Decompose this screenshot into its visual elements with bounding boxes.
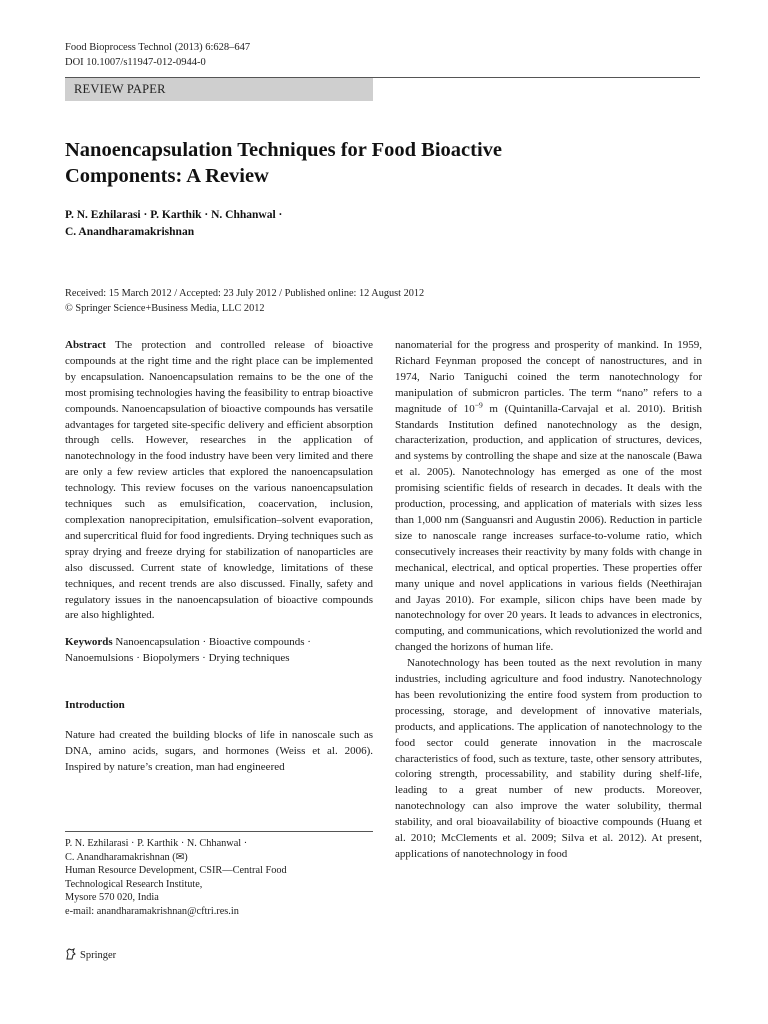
footnote-line: Technological Research Institute, bbox=[65, 878, 203, 890]
introduction-heading: Introduction bbox=[65, 699, 125, 712]
body-text: nanomaterial for the progress and prosperity of mankind. In 1959, Richard Feynman proposed the concept of nanostructures, and in 1974, Nario Taniguchi coined the term nanotechnology for manipulation of submicron particles. The term “nano” refers to a magnitude of 10 bbox=[395, 339, 702, 415]
citation-link[interactable]: 2010 bbox=[445, 593, 468, 606]
body-text: ). Nanotechnology has emerged as one of the most promising scientific fields of research in decades. It deals with the production, processing, and application of materials with sizes less than 1,000 nm (Sanguansri and Augustin bbox=[395, 466, 702, 526]
authors-line-1: P. N. Ezhilarasi · P. Karthik · N. Chhanwal · bbox=[65, 209, 283, 221]
title-line-2: Components: A Review bbox=[65, 165, 269, 187]
doi: DOI 10.1007/s11947-012-0944-0 bbox=[65, 57, 206, 68]
title-line-1: Nanoencapsulation Techniques for Food Bioactive bbox=[65, 139, 503, 161]
introduction-paragraph bbox=[65, 728, 373, 776]
springer-horse-icon bbox=[65, 948, 77, 965]
body-text: ; Silva et al. bbox=[553, 832, 619, 845]
citation-link[interactable]: 2006 bbox=[344, 744, 367, 757]
keywords-text: Nanoencapsulation · Bioactive compounds · Nanoemulsions · Biopolymers · Drying techniques bbox=[65, 636, 311, 665]
abstract-text: The protection and controlled release of bioactive compounds at the right time and the right place can be implemented by encapsulation. Nanoencapsulation remains to be the one of the most promising technologies having the feasibility to entrap bioactive compounds. Nanoencapsulation of bioactive compounds has versatile advantages for targeted site-specific delivery and efficient absorption through cells. However, researches in the application of nanotechnology in the food industry have been very limited and there are only a few review articles that explored the nanoencapsulation technology. This review focuses on the various nanoencapsulation techniques such as emulsification, coacervation, inclusion, complexation nanoprecipitation, emulsification–solvent evaporation, and supercritical fluid for food ingredients. Drying techniques such as spray drying and freeze drying for stabilization of nanoparticles are also discussed. Current state of knowledge, limitations of these techniques, and recent trends are also discussed. Finally, safety and regulatory issues in the nanoencapsulation of bioactive compounds are also highlighted. bbox=[65, 339, 373, 622]
citation-link[interactable]: 2006 bbox=[578, 513, 601, 526]
footnote-line: Mysore 570 020, India bbox=[65, 892, 159, 903]
body-text: Nanotechnology has been touted as the next revolution in many industries, including agriculture and food industry. Nanotechnology has been revolutionizing the entire food system from production to processing, storage, and development of innovative materials, products, and applications. The application of nanotechnology to the food sector could generate innovation in the macroscale characteristics of food, such as texture, taste, other sensory attributes, coloring strength, processability, and stability during shelf-life, leading to a great number of new products. Moreover, nanotechnology can also improve the water solubility, thermal stability, and oral bioavailability of bioactive compounds (Huang et al. bbox=[395, 657, 702, 845]
right-column bbox=[395, 338, 702, 863]
footnote-line: C. Anandharamakrishnan (✉) bbox=[65, 851, 188, 863]
section-label: REVIEW PAPER bbox=[65, 78, 373, 101]
citation-link[interactable]: 2010 bbox=[637, 402, 660, 415]
keywords-label: Keywords bbox=[65, 636, 113, 649]
body-text: ). At present, applications of nanotechnology in food bbox=[395, 832, 702, 860]
publisher-name: Springer bbox=[80, 950, 117, 961]
citation-link[interactable]: 2012 bbox=[618, 832, 641, 845]
intro-text-2: ). Inspired by nature’s creation, man had engineered bbox=[65, 744, 373, 773]
abstract-label: Abstract bbox=[65, 339, 106, 351]
keywords bbox=[65, 635, 373, 667]
body-text: ). British Standards Institution defined nanotechnology as the design, characterization, production, and application of structures, devices, and systems by controlling the shape and size at the nanoscale (Bawa et al. bbox=[395, 402, 702, 479]
publication-dates bbox=[65, 287, 685, 316]
author-affiliation bbox=[65, 837, 373, 918]
citation-link[interactable]: 2009 bbox=[531, 832, 554, 845]
authors-line-2: C. Anandharamakrishnan bbox=[65, 225, 195, 238]
publisher-footer bbox=[65, 948, 116, 965]
intro-text-1: Nature had created the building blocks of life in nanoscale such as DNA, amino acids, sugars, and hormones (Weiss et al. bbox=[65, 729, 373, 757]
footnote-email[interactable]: e-mail: anandharamakrishnan@cftri.res.in bbox=[65, 905, 239, 917]
article-title bbox=[65, 137, 685, 189]
abstract bbox=[65, 338, 373, 624]
copyright-line: © Springer Science+Business Media, LLC 2012 bbox=[65, 302, 265, 314]
body-text: ). For example, silicon chips have been made by nanotechnology for over 20 years. It leads to advances in electronics, computing, and communications, which revolutionized the world and changed the horizons of human life. bbox=[395, 593, 702, 654]
body-paragraph bbox=[395, 656, 702, 863]
footnote-rule bbox=[65, 831, 373, 832]
journal-citation: Food Bioprocess Technol (2013) 6:628–647 bbox=[65, 42, 251, 53]
journal-header bbox=[65, 40, 250, 70]
footnote-line: P. N. Ezhilarasi · P. Karthik · N. Chhanwal · bbox=[65, 838, 248, 849]
exponent: −9 bbox=[474, 399, 483, 409]
body-text: m (Quintanilla-Carvajal et al. bbox=[482, 402, 638, 415]
citation-link[interactable]: 2005 bbox=[426, 466, 449, 479]
citation-link[interactable]: 2010 bbox=[410, 832, 433, 845]
body-text: ; McClements et al. bbox=[432, 832, 532, 845]
body-paragraph bbox=[395, 338, 702, 656]
left-column bbox=[65, 338, 373, 776]
body-text: ). Reduction in particle size to nanoscale range increases surface-to-volume ratio, which consecutively increases their reactivity by many folds with change in mechanical, electrical, and optical properties. These properties offer many unique and novel applications in various fields (Neethirajan and Jayas bbox=[395, 513, 702, 606]
footnote-line: Human Resource Development, CSIR—Central Food bbox=[65, 865, 287, 876]
author-list bbox=[65, 207, 685, 240]
dates-line: Received: 15 March 2012 / Accepted: 23 July 2012 / Published online: 12 August 2012 bbox=[65, 288, 425, 299]
